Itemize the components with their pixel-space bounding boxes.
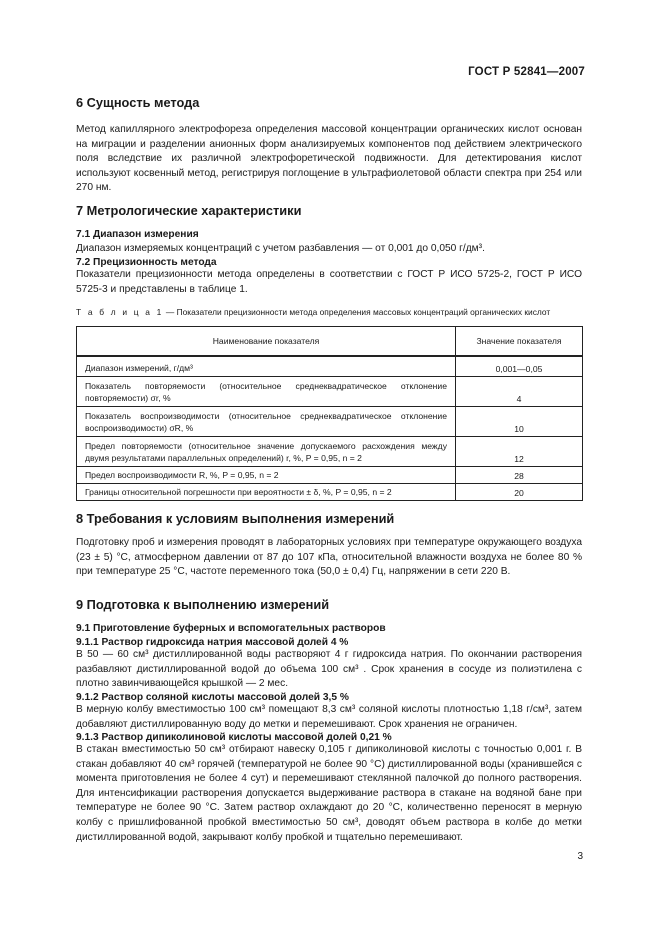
table-cell-value: 12 [456, 436, 583, 466]
table-row [77, 483, 583, 500]
table-row [77, 406, 583, 436]
table-1-caption-label: Т а б л и ц а 1 [76, 307, 164, 317]
table-cell-name: Предел воспроизводимости R, %, P = 0,95, n = 2 [77, 466, 456, 483]
table-header-name: Наименование показателя [77, 327, 456, 357]
table-row [77, 436, 583, 466]
subsection-7-2-title: 7.2 Прецизионность метода [76, 257, 217, 268]
table-1-caption [76, 307, 550, 317]
section-8-title: 8 Требования к условиям выполнения измерений [76, 511, 395, 526]
subsection-9-1-2-title: 9.1.2 Раствор соляной кислоты массовой долей 3,5 % [76, 692, 349, 703]
subsection-7-1-text: Диапазон измеряемых концентраций с учетом разбавления — от 0,001 до 0,050 г/дм³. [76, 243, 485, 254]
table-row [77, 466, 583, 483]
section-8-text: Подготовку проб и измерения проводят в лабораторных условиях при температуре окружающего воздуха (23 ± 5) °С, атмосферном давлении от 87 до 107 кПа, относительной влажности воздуха не более 80 % при температуре 25 °С, частоте переменного тока (50,0 ± 0,4) Гц, напряжении в сети 220 В. [76, 537, 582, 578]
section-7-title: 7 Метрологические характеристики [76, 203, 302, 218]
subsection-9-1-2-text: В мерную колбу вместимостью 100 см³ помещают 8,3 см³ соляной кислоты плотностью 1,18 г/см³, затем добавляют дистиллированную воду до метки и перемешивают. Срок хранения не ограничен. [76, 704, 582, 730]
section-6-text [76, 123, 582, 196]
table-cell-value: 0,001—0,05 [456, 356, 583, 376]
subsection-7-2-text: Показатели прецизионности метода определены в соответствии с ГОСТ Р ИСО 5725-2, ГОСТ Р ИСО 5725-3 и представлены в таблице 1. [76, 269, 582, 295]
table-cell-name: Предел повторяемости (относительное значение допускаемого расхождения между двумя результатами параллельных определений) r, %, P = 0,95, n = 2 [77, 436, 456, 466]
table-cell-value: 28 [456, 466, 583, 483]
table-cell-name: Показатель воспроизводимости (относительное среднеквадратическое отклонение воспроизводимости) σR, % [77, 406, 456, 436]
table-cell-name: Границы относительной погрешности при вероятности ± δ, %, P = 0,95, n = 2 [77, 483, 456, 500]
table-1-caption-text: — Показатели прецизионности метода определения массовых концентраций органических кислот [163, 307, 551, 317]
section-6-text-content: Метод капиллярного электрофореза определения массовой концентрации органических кислот основан на миграции и разделении анионных форм анализируемых компонентов под действием электрического поля вследствие их различной электрофоретической подвижности. Для детектирования кислот используют косвенный метод, регистрируя поглощение в ультрафиолетовой области спектра при 254 или 270 нм. [76, 124, 582, 194]
subsection-9-1-3-title: 9.1.3 Раствор дипиколиновой кислоты массовой долей 0,21 % [76, 732, 392, 743]
table-cell-value: 4 [456, 376, 583, 406]
subsection-9-1-title: 9.1 Приготовление буферных и вспомогательных растворов [76, 623, 386, 634]
subsection-7-1-title: 7.1 Диапазон измерения [76, 229, 199, 240]
precision-table [76, 326, 583, 501]
section-9-title: 9 Подготовка к выполнению измерений [76, 597, 330, 612]
table-cell-value: 20 [456, 483, 583, 500]
subsection-9-1-3-text: В стакан вместимостью 50 см³ отбирают навеску 0,105 г дипиколиновой кислоты с точностью 0,001 г. В стакан добавляют 40 см³ горячей (температурой не более 90 °С) дистиллированной воды (хранившейся с момента приготовления не более 4 сут) и перемешивают стеклянной палочкой до полного растворения. Для интенсификации растворения допускается выдерживание раствора в стакане на водяной бане при температуре не более 90 °С. Затем раствор охлаждают до 20 °С, количественно переносят в мерную колбу с пришлифованной пробкой вместимостью 50 см³, доводят объем раствора в колбе до метки дистиллированной водой, закрывают колбу пробкой и тщательно перемешивают. [76, 744, 582, 843]
page-number: 3 [577, 851, 583, 862]
section-6-title: 6 Сущность метода [76, 95, 200, 110]
subsection-9-1-1-title: 9.1.1 Раствор гидроксида натрия массовой долей 4 % [76, 637, 349, 648]
table-cell-name: Показатель повторяемости (относительное среднеквадратическое отклонение повторяемости) σr, % [77, 376, 456, 406]
standard-code-header: ГОСТ Р 52841—2007 [468, 66, 585, 78]
table-cell-value: 10 [456, 406, 583, 436]
table-row [77, 356, 583, 376]
table-row [77, 376, 583, 406]
subsection-9-1-1-text: В 50 — 60 см³ дистиллированной воды растворяют 4 г гидроксида натрия. По окончании растворения разбавляют дистиллированной водой до объема 100 см³ . Срок хранения в сосуде из полиэтилена с плотно завинчивающейся крышкой — 2 мес. [76, 649, 582, 690]
table-header-value: Значение показателя [456, 327, 583, 357]
table-cell-name: Диапазон измерений, г/дм³ [77, 356, 456, 376]
